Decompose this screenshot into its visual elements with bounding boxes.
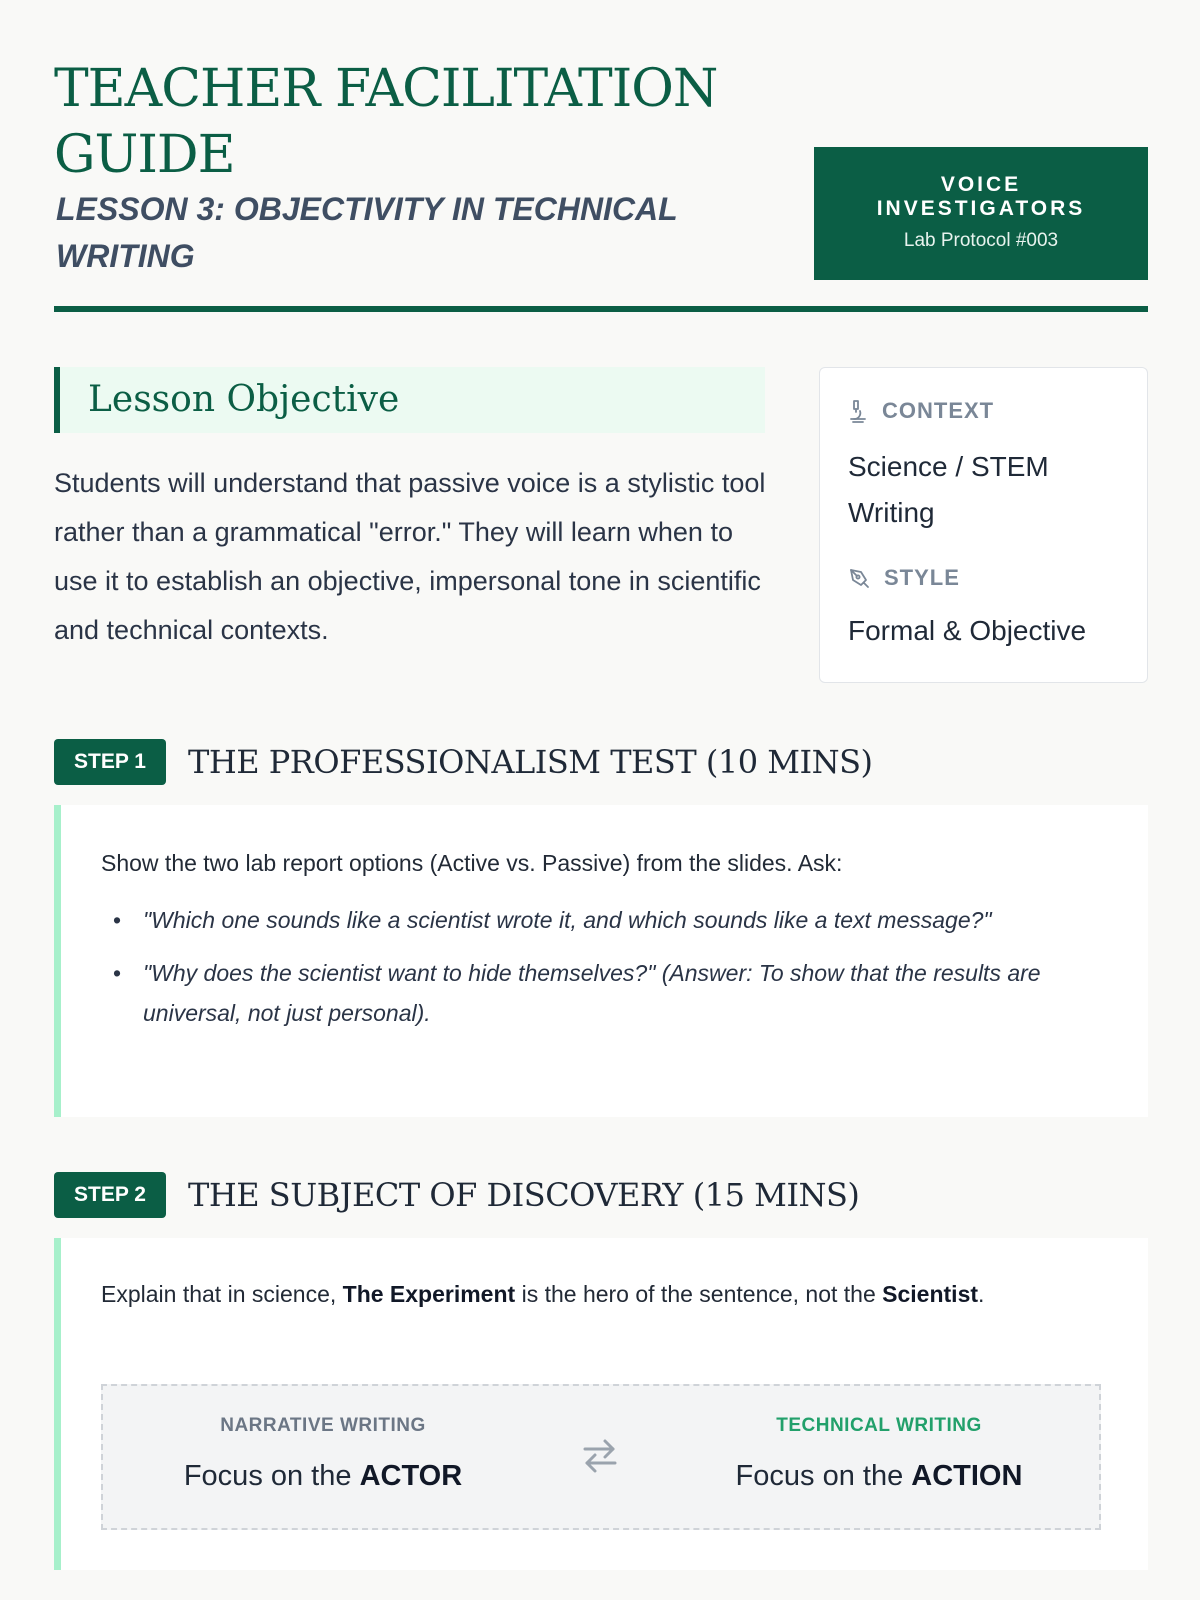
step2-intro-text: . (978, 1281, 985, 1307)
style-label-row (848, 565, 960, 591)
context-label-row (848, 398, 994, 424)
step1-pill: STEP 1 (54, 739, 166, 785)
badge-title: VOICE INVESTIGATORS (876, 173, 1086, 220)
page-title: TEACHER FACILITATION GUIDE (54, 59, 718, 185)
badge-protocol: Lab Protocol #003 (903, 230, 1059, 251)
step2-intro (101, 1274, 1101, 1314)
context-label: CONTEXT (882, 398, 995, 423)
microscope-icon (848, 399, 868, 423)
technical-focus-prefix: Focus on the (735, 1460, 912, 1492)
narrative-label: NARRATIVE WRITING (220, 1415, 426, 1436)
step1-header (54, 738, 873, 786)
header (54, 56, 1148, 314)
technical-focus-action: ACTION (911, 1460, 1023, 1492)
narrative-focus-actor: ACTOR (359, 1460, 463, 1492)
lesson-subtitle: LESSON 3: OBJECTIVITY IN TECHNICAL WRITING (56, 191, 678, 274)
step1-question-list (101, 900, 1111, 1046)
pen-nib-icon (848, 567, 870, 589)
program-badge (814, 147, 1148, 280)
context-value: Science / STEM Writing (848, 451, 1049, 528)
style-label: STYLE (884, 565, 960, 590)
narrative-column (123, 1414, 523, 1494)
step1-intro: Show the two lab report options (Active vs. Passive) from the slides. Ask: (101, 850, 843, 876)
step2-intro-text: Explain that in science, (101, 1281, 343, 1307)
step2-header (54, 1171, 859, 1219)
list-item: • "Why does the scientist want to hide themselves?" (Answer: To show that the results are universal, not just personal). (101, 953, 1111, 1033)
list-item: • "Which one sounds like a scientist wrote it, and which sounds like a text message?" (101, 900, 1111, 940)
step1-title: THE PROFESSIONALISM TEST (10 MINS) (187, 743, 873, 781)
step1-box (54, 805, 1148, 1117)
step2-intro-text: is the hero of the sentence, not the (515, 1281, 883, 1307)
narrative-focus-prefix: Focus on the (183, 1460, 360, 1492)
header-divider (54, 306, 1148, 312)
technical-label: TECHNICAL WRITING (776, 1415, 982, 1436)
technical-focus (679, 1458, 1079, 1494)
objective-text: Students will understand that passive voice is a stylistic tool rather than a grammatical "error." They will learn when to use it to establish an objective, impersonal tone in scientific and technical contexts. (54, 468, 766, 645)
objective-heading-bar (54, 367, 765, 433)
objective-heading: Lesson Objective (88, 379, 400, 420)
swap-arrows-icon (581, 1436, 619, 1476)
style-value: Formal & Objective (848, 615, 1087, 646)
step2-intro-scientist: Scientist (882, 1281, 979, 1307)
step2-pill: STEP 2 (54, 1172, 166, 1218)
context-card (819, 367, 1148, 683)
comparison-panel (101, 1384, 1101, 1530)
step2-box (54, 1238, 1148, 1570)
technical-column (679, 1414, 1079, 1494)
step2-intro-experiment: The Experiment (342, 1281, 516, 1307)
step2-title: THE SUBJECT OF DISCOVERY (15 MINS) (187, 1176, 860, 1214)
narrative-focus (123, 1458, 523, 1494)
